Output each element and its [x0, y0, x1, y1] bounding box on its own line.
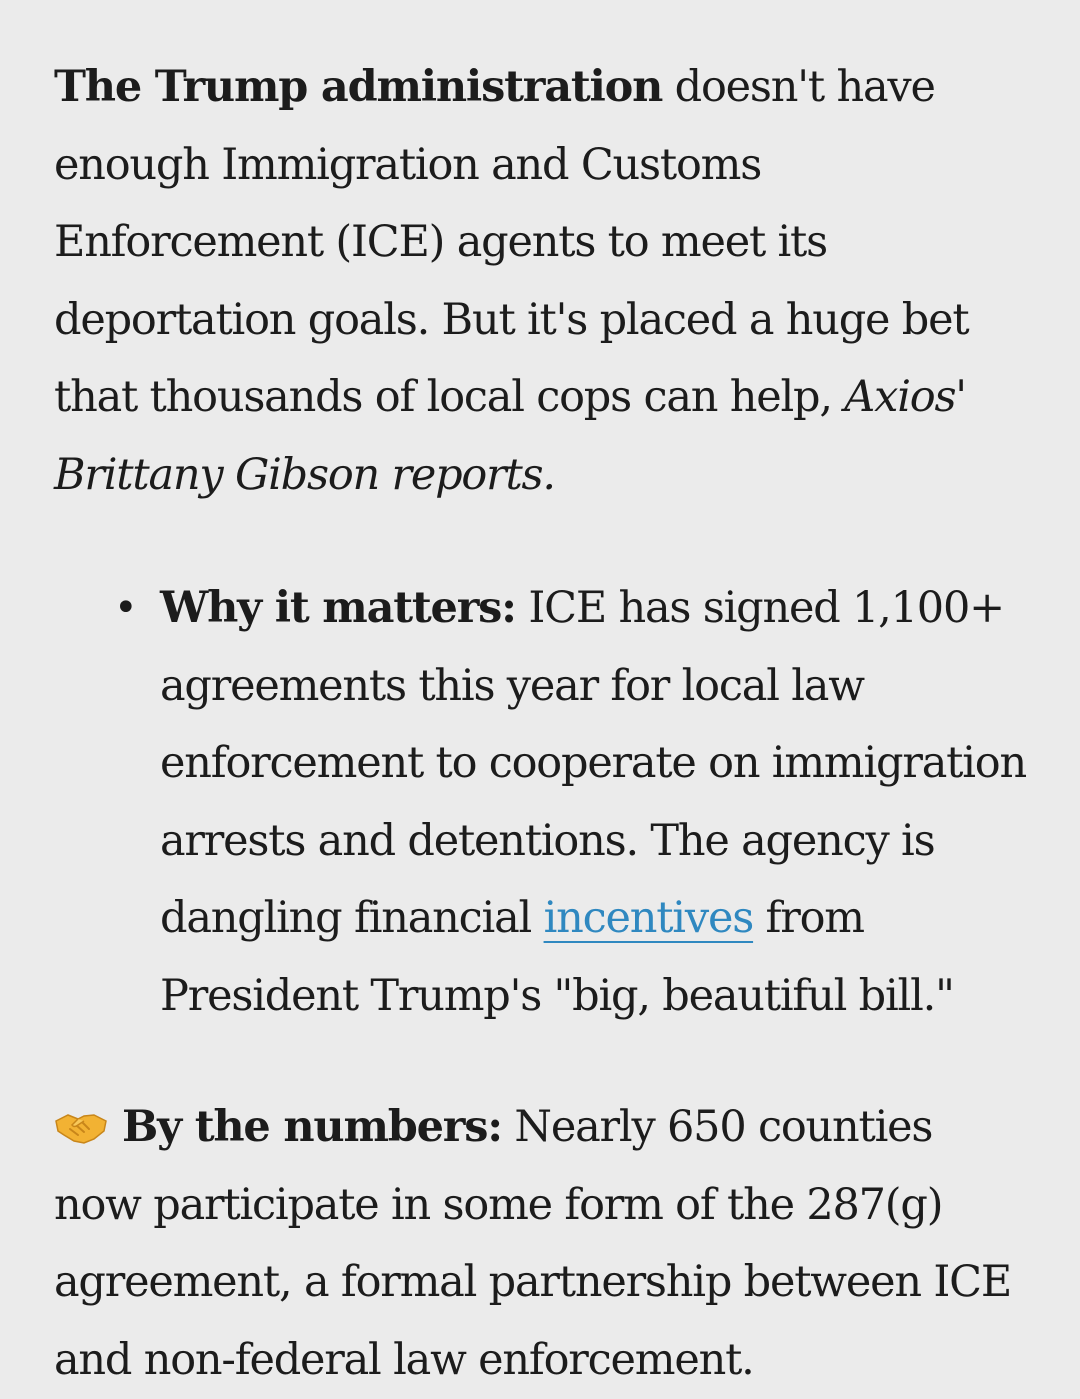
- why-it-matters-text: ICE has signed 1,100+ agreements this year for local law enforcement to cooperate on immigration arrests and detentions. The agency is dangling financial: [160, 583, 1026, 943]
- why-it-matters-text-end: from President Trump's "big, beautiful bill.": [160, 893, 954, 1021]
- bullet-icon: •: [114, 585, 137, 631]
- by-the-numbers-text: Nearly 650 counties now participate in some form of the 287(g) agreement, a formal partnership between ICE and non-federal law enforcement.: [54, 1102, 1012, 1385]
- handshake-icon: [54, 1107, 108, 1147]
- bullet-list: [54, 570, 1026, 1035]
- by-the-numbers-label: By the numbers:: [122, 1102, 502, 1152]
- lead-paragraph: [54, 49, 1026, 514]
- numbers-paragraph: [54, 1089, 1026, 1399]
- list-item-why-it-matters: [114, 570, 1026, 1035]
- byline: Axios' Brittany Gibson reports.: [54, 372, 966, 500]
- why-it-matters-label: Why it matters:: [160, 583, 516, 633]
- lead-bold-text: The Trump administration: [54, 62, 663, 112]
- incentives-link[interactable]: incentives: [543, 893, 754, 943]
- lead-text: doesn't have enough Immigration and Customs Enforcement (ICE) agents to meet its deportation goals. But it's placed a huge bet that thousands of local cops can help,: [54, 62, 969, 422]
